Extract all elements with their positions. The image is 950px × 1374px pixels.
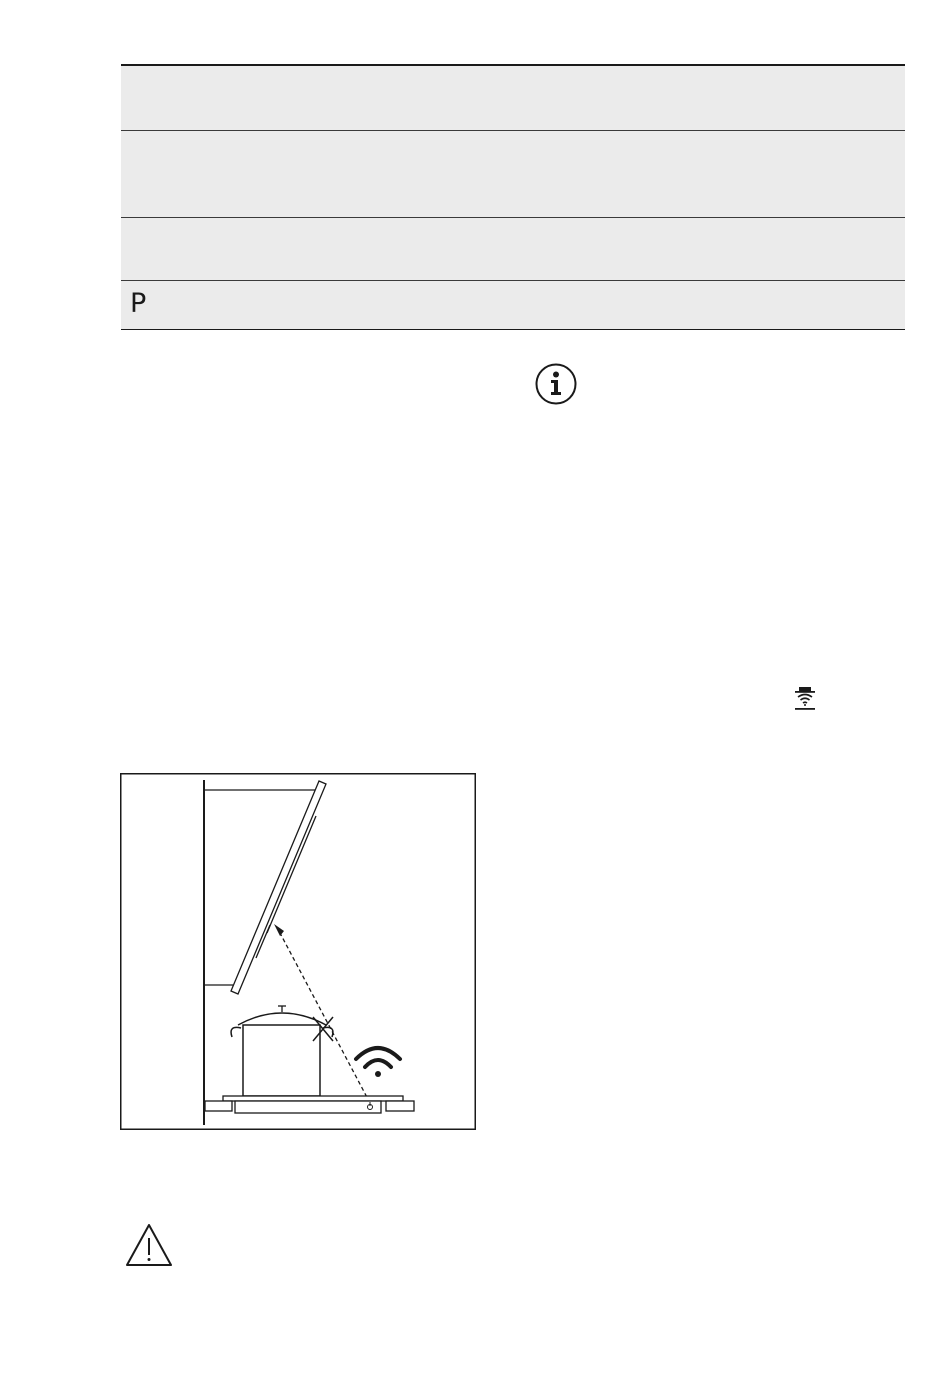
hood-hob-illustration (120, 773, 476, 1130)
table-row (121, 281, 905, 330)
table-row (121, 218, 905, 281)
hob-hood-wireless-icon (793, 686, 817, 712)
table-row (121, 66, 905, 131)
warning-triangle-icon (124, 1222, 174, 1268)
table-cell-p: P (130, 288, 147, 319)
info-icon (534, 362, 578, 406)
info-table (121, 64, 905, 330)
table-row (121, 131, 905, 218)
